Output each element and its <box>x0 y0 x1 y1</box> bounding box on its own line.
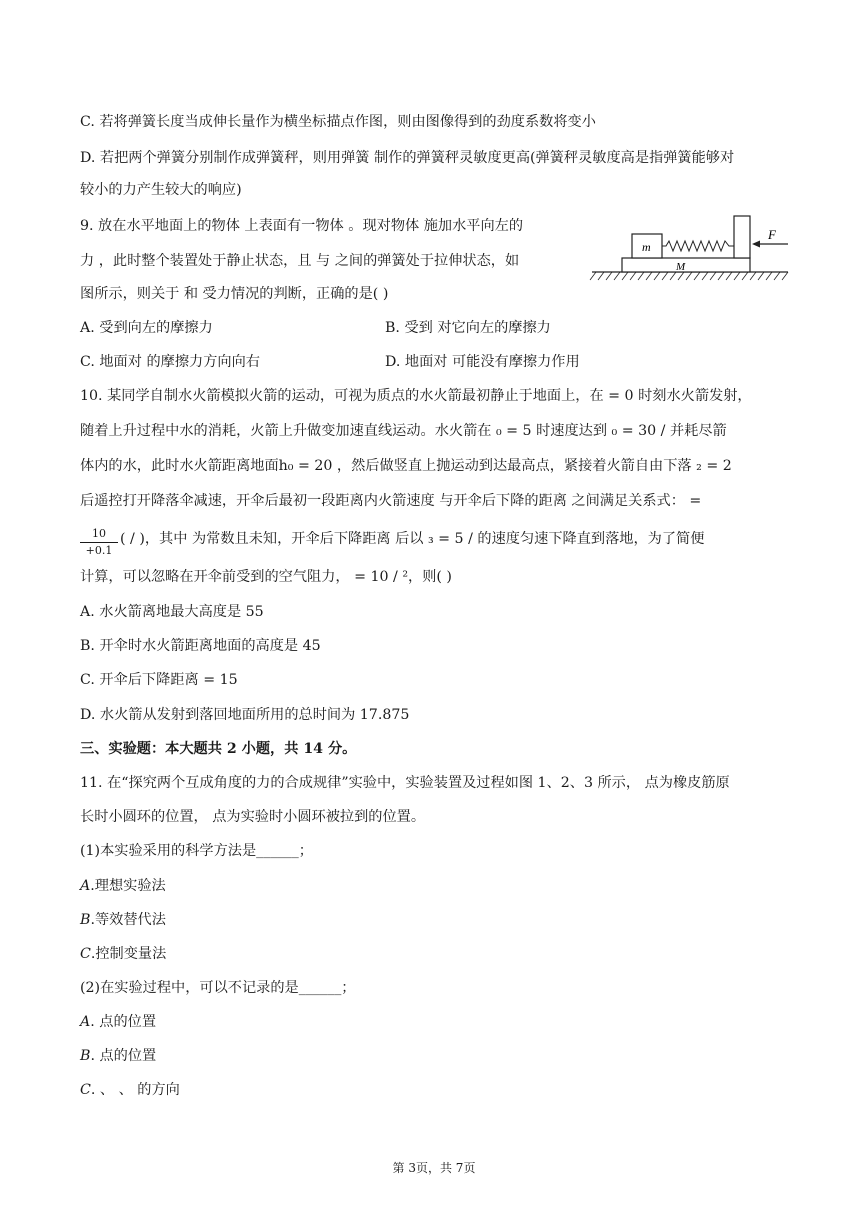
option-8c: C. 若将弹簧长度当成伸长量作为横坐标描点作图，则由图像得到的劲度系数将变小 <box>80 114 596 130</box>
option-8d: D. 若把两个弹簧分别制作成弹簧秤，则用弹簧 制作的弹簧秤灵敏度更高(弹簧秤灵敏度高是指弹簧能够对 <box>80 150 735 166</box>
q11-part2: (2)在实验过程中，可以不记录的是______； <box>80 980 356 996</box>
option-11-2b[interactable] <box>80 1046 156 1066</box>
option-text: .理想实验法 <box>90 878 166 894</box>
fraction-denominator: +0.1 <box>85 544 113 557</box>
fraction-bar <box>80 542 118 543</box>
q10-stem-line6: 计算，可以忽略在开伞前受到的空气阻力， = 10 / ²，则( ) <box>80 569 452 585</box>
q11-stem-line2: 长时小圆环的位置， 点为实验时小圆环被拉到的位置。 <box>80 809 426 825</box>
option-10b[interactable]: B. 开伞时水火箭距离地面的高度是 45 <box>80 638 321 654</box>
label-F: F <box>768 227 776 242</box>
option-letter: C <box>80 1082 91 1098</box>
option-letter: A <box>80 878 91 894</box>
option-text: . 点的位置 <box>90 1048 157 1064</box>
option-10d[interactable]: D. 水火箭从发射到落回地面所用的总时间为 17.875 <box>80 707 410 723</box>
fraction-numerator: 10 <box>92 527 106 540</box>
q10-stem-line4: 后遥控打开降落伞减速，开伞后最初一段距离内火箭速度 与开伞后下降的距离 之间满足关系式： = <box>80 493 702 509</box>
option-11-1a[interactable] <box>80 876 166 896</box>
spring <box>662 241 734 251</box>
option-letter: A <box>80 1014 91 1030</box>
option-11-1b[interactable] <box>80 910 166 930</box>
page-footer: 第 3页，共 7页 <box>392 1161 476 1175</box>
velocity-fraction <box>80 527 118 558</box>
option-9a[interactable]: A. 受到向左的摩擦力 <box>80 320 213 336</box>
option-11-1c[interactable] <box>80 944 166 964</box>
q11-part1: (1)本实验采用的科学方法是______； <box>80 843 313 859</box>
option-9d[interactable]: D. 地面对 可能没有摩擦力作用 <box>385 354 580 370</box>
block-M <box>622 258 750 272</box>
wall-post <box>734 216 750 258</box>
option-10a[interactable]: A. 水火箭离地最大高度是 55 <box>80 604 264 620</box>
option-text: . 、 、 的方向 <box>90 1082 180 1098</box>
label-M: M <box>676 261 686 273</box>
option-11-2c[interactable] <box>80 1080 180 1100</box>
q9-stem-line3: 图所示，则关于 和 受力情况的判断，正确的是( ) <box>80 286 389 302</box>
option-letter: B <box>80 1048 91 1064</box>
q11-stem-line1: 11. 在“探究两个互成角度的力的合成规律”实验中，实验装置及过程如图 1、2、3 所示， 点为橡皮筋原 <box>80 775 730 791</box>
option-text: . 点的位置 <box>90 1014 157 1030</box>
option-10c[interactable]: C. 开伞后下降距离 = 15 <box>80 672 238 688</box>
option-letter: B <box>80 912 91 928</box>
q9-stem-line2: 力 ，此时整个装置处于静止状态，且 与 之间的弹簧处于拉伸状态，如 <box>80 253 520 269</box>
option-9c[interactable]: C. 地面对 的摩擦力方向向右 <box>80 354 260 370</box>
section-heading-experiments: 三、实验题：本大题共 2 小题，共 14 分。 <box>80 741 357 757</box>
option-11-2a[interactable] <box>80 1012 156 1032</box>
spring-block-figure <box>588 212 794 284</box>
q10-stem-line1: 10. 某同学自制水火箭模拟火箭的运动，可视为质点的水火箭最初静止于地面上，在 = 0 时刻水火箭发射， <box>80 388 752 404</box>
q10-stem-line3: 体内的水，此时水火箭距离地面h₀ = 20 ，然后做竖直上抛运动到达最高点，紧接着火箭自由下落 ₂ = 2 <box>80 458 732 474</box>
option-8d-cont: 较小的力产生较大的响应) <box>80 182 242 198</box>
q9-stem-line1: 9. 放在水平地面上的物体 上表面有一物体 。现对物体 施加水平向左的 <box>80 218 524 234</box>
option-text: .等效替代法 <box>90 912 166 928</box>
option-letter: C <box>80 946 91 962</box>
option-9b[interactable]: B. 受到 对它向左的摩擦力 <box>385 320 551 336</box>
label-m: m <box>642 240 651 254</box>
q10-stem-line2: 随着上升过程中水的消耗，火箭上升做变加速直线运动。水火箭在 ₀ = 5 时速度达到 ₀ = 30 / 并耗尽箭 <box>80 423 727 439</box>
q10-stem-line5: ( / )，其中 为常数且未知，开伞后下降距离 后以 ₃ = 5 / 的速度匀速下降直到落地，为了简便 <box>120 531 705 547</box>
option-text: .控制变量法 <box>90 946 167 962</box>
